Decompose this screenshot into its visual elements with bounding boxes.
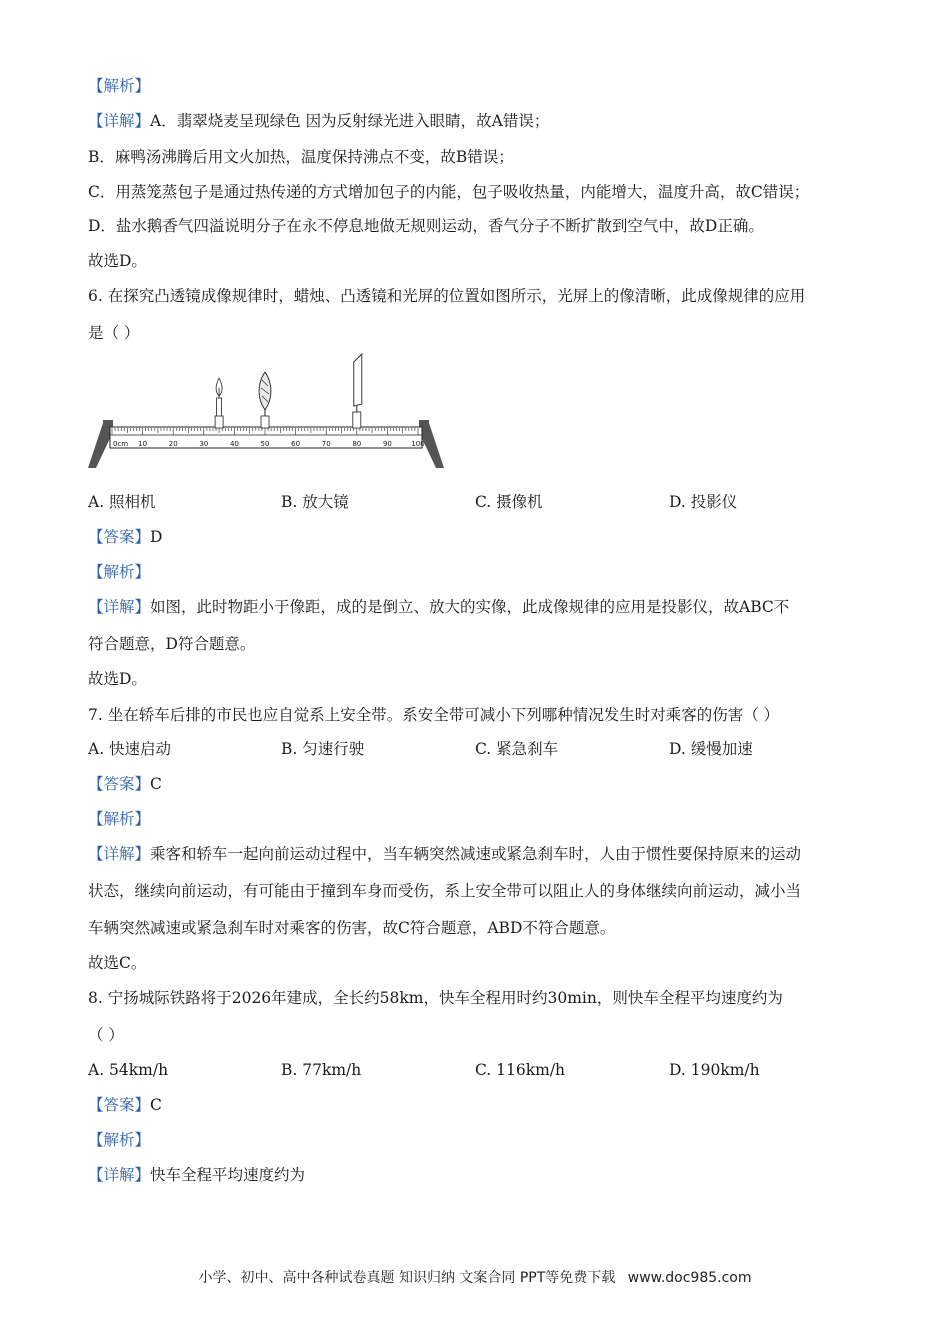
detail-tag: 【详解】 <box>88 112 151 130</box>
detail-paragraph <box>88 596 789 618</box>
candle-holder <box>215 416 223 428</box>
answer-value: C <box>150 775 162 793</box>
optical-bench-figure <box>86 350 450 474</box>
detail-line: 状态，继续向前运动，有可能由于撞到车身而受伤，系上安全带可以阻止人的身体继续向前运动，减小当 <box>88 882 802 900</box>
detail-line: 车辆突然减速或紧急刹车时对乘客的伤害，故C符合题意，ABD不符合题意。 <box>88 919 616 937</box>
option-b[interactable]: B. 匀速行驶 <box>281 740 365 758</box>
detail-tag: 【详解】 <box>88 845 151 863</box>
ruler-unit-label: 0cm <box>113 440 129 448</box>
conclusion: 故选D。 <box>88 252 147 270</box>
light-screen <box>354 354 362 406</box>
detail-text: 如图，此时物距小于像距，成的是倒立、放大的实像，此成像规律的应用是投影仪，故ABC不 <box>150 598 790 616</box>
option-c[interactable]: C. 116km/h <box>475 1061 566 1079</box>
conclusion: 故选D。 <box>88 670 147 688</box>
ruler-tick-label: 60 <box>291 440 301 448</box>
detail-text: A．翡翠烧麦呈现绿色 因为反射绿光进入眼睛，故A错误； <box>150 112 550 130</box>
answer-7 <box>88 773 162 795</box>
detail-line-c: C．用蒸笼蒸包子是通过热传递的方式增加包子的内能，包子吸收热量，内能增大，温度升高，故C错误； <box>88 183 810 201</box>
lens-holder <box>261 416 269 428</box>
page-footer <box>0 1268 950 1288</box>
detail-text: 乘客和轿车一起向前运动过程中，当车辆突然减速或紧急刹车时，人由于惯性要保持原来的运动 <box>150 845 802 863</box>
analysis-heading: 【解析】 <box>88 1131 151 1149</box>
ruler-tick-label: 90 <box>382 440 392 448</box>
answer-value: D <box>150 528 163 546</box>
answer-value: C <box>150 1096 162 1114</box>
ruler-tick-label: 40 <box>229 440 239 448</box>
screen-holder <box>353 412 361 428</box>
option-a[interactable]: A. 快速启动 <box>88 740 172 758</box>
detail-line-b: B．麻鸭汤沸腾后用文火加热，温度保持沸点不变，故B错误； <box>88 148 514 166</box>
detail-tag: 【详解】 <box>88 598 151 616</box>
option-d[interactable]: D. 投影仪 <box>669 493 738 511</box>
question-7-stem: 7. 坐在轿车后排的市民也应自觉系上安全带。系安全带可减小下列哪种情况发生时对乘客的伤害（ ） <box>88 706 780 724</box>
option-a[interactable]: A. 54km/h <box>88 1061 169 1079</box>
option-c[interactable]: C. 摄像机 <box>475 493 543 511</box>
answer-tag: 【答案】 <box>88 528 151 546</box>
analysis-heading: 【解析】 <box>88 77 151 95</box>
ruler-tick-label: 30 <box>199 440 209 448</box>
option-a[interactable]: A. 照相机 <box>88 493 156 511</box>
ruler-tick-label: 70 <box>321 440 331 448</box>
ruler-tick-label: 80 <box>352 440 362 448</box>
detail-tag: 【详解】 <box>88 1166 151 1184</box>
detail-paragraph <box>88 110 549 132</box>
answer-tag: 【答案】 <box>88 775 151 793</box>
ruler-tick-label: 100 <box>411 440 425 448</box>
answer-tag: 【答案】 <box>88 1096 151 1114</box>
answer-8 <box>88 1094 162 1116</box>
answer-6 <box>88 526 162 548</box>
question-6-stem-cont: 是（ ） <box>88 324 140 342</box>
option-d[interactable]: D. 缓慢加速 <box>669 740 753 758</box>
question-8-stem-cont: （ ） <box>88 1026 124 1044</box>
ruler-tick-label: 10 <box>138 440 148 448</box>
option-b[interactable]: B. 放大镜 <box>281 493 349 511</box>
detail-line: 符合题意，D符合题意。 <box>88 635 256 653</box>
option-d[interactable]: D. 190km/h <box>669 1061 760 1079</box>
option-c[interactable]: C. 紧急刹车 <box>475 740 559 758</box>
analysis-heading: 【解析】 <box>88 563 151 581</box>
ruler-tick-label: 50 <box>260 440 270 448</box>
detail-line-d: D．盐水鹅香气四溢说明分子在永不停息地做无规则运动，香气分子不断扩散到空气中，故D正确。 <box>88 217 764 235</box>
detail-paragraph <box>88 1164 305 1186</box>
question-8-stem: 8. 宁扬城际铁路将于2026年建成，全长约58km，快车全程用时约30min，则快车全程平均速度约为 <box>88 989 783 1007</box>
footer-link[interactable]: www.doc985.com <box>627 1270 752 1286</box>
footer-text: 小学、初中、高中各种试卷真题 知识归纳 文案合同 PPT等免费下载 <box>198 1270 616 1286</box>
detail-text: 快车全程平均速度约为 <box>150 1166 306 1184</box>
detail-paragraph <box>88 843 801 865</box>
ruler-tick-label: 20 <box>168 440 178 448</box>
option-b[interactable]: B. 77km/h <box>281 1061 362 1079</box>
analysis-heading: 【解析】 <box>88 810 151 828</box>
conclusion: 故选C。 <box>88 954 147 972</box>
question-6-stem: 6. 在探究凸透镜成像规律时，蜡烛、凸透镜和光屏的位置如图所示，光屏上的像清晰，此成像规律的应用 <box>88 287 806 305</box>
